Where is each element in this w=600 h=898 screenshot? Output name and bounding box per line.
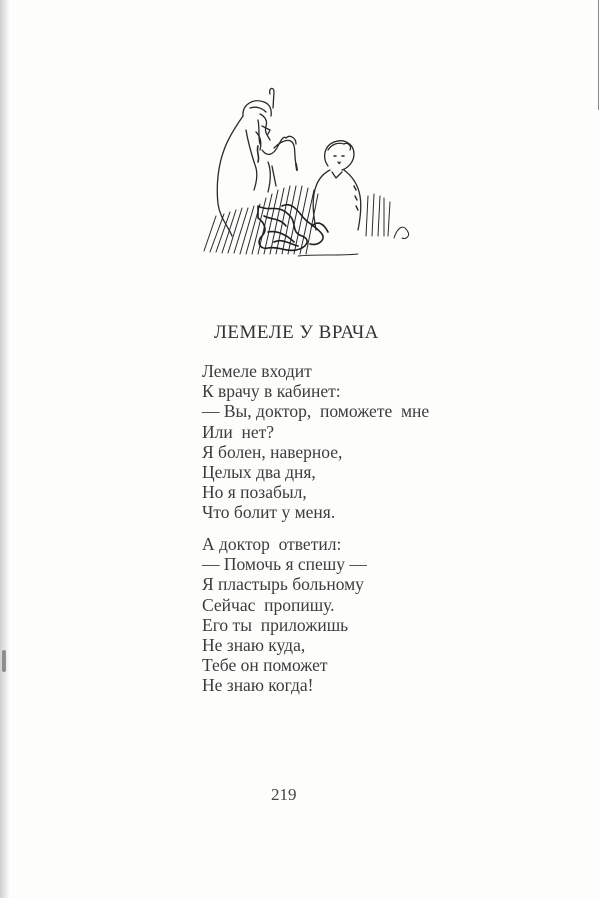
page-gutter-shadow (0, 0, 10, 898)
poem-line: К врачу в кабинет: (202, 381, 341, 402)
poem-line: А доктор ответил: (202, 534, 342, 554)
poem-line: — Вы, доктор, поможете мне (202, 401, 430, 422)
poem-title: ЛЕМЕЛЕ У ВРАЧА (214, 322, 379, 343)
poem-line: — Помочь я спешу — (202, 554, 367, 575)
poem-line: Лемеле входит (202, 361, 312, 381)
poem-stanza-2 (202, 534, 367, 696)
scan-mark (2, 650, 6, 672)
poem-line: Что болит у меня. (202, 502, 336, 523)
doctor-and-boy-illustration (198, 86, 416, 261)
poem-line: Я пластырь больному (202, 574, 364, 595)
poem-line: Целых два дня, (202, 461, 316, 482)
poem-line: Тебе он поможет (202, 655, 328, 676)
poem-line: Или нет? (202, 421, 275, 442)
poem-line: Я болен, наверное, (202, 441, 343, 462)
poem-line: Не знаю куда, (202, 634, 306, 655)
poem-line: Его ты приложишь (202, 614, 349, 635)
poem-stanza-1 (202, 361, 429, 523)
page-number: 219 (271, 785, 297, 804)
poem-line: Но я позабыл, (202, 482, 307, 503)
page-edge-line (598, 0, 599, 110)
poem-line: Не знаю когда! (202, 675, 314, 696)
poem-line: Сейчас пропишу. (202, 594, 335, 615)
